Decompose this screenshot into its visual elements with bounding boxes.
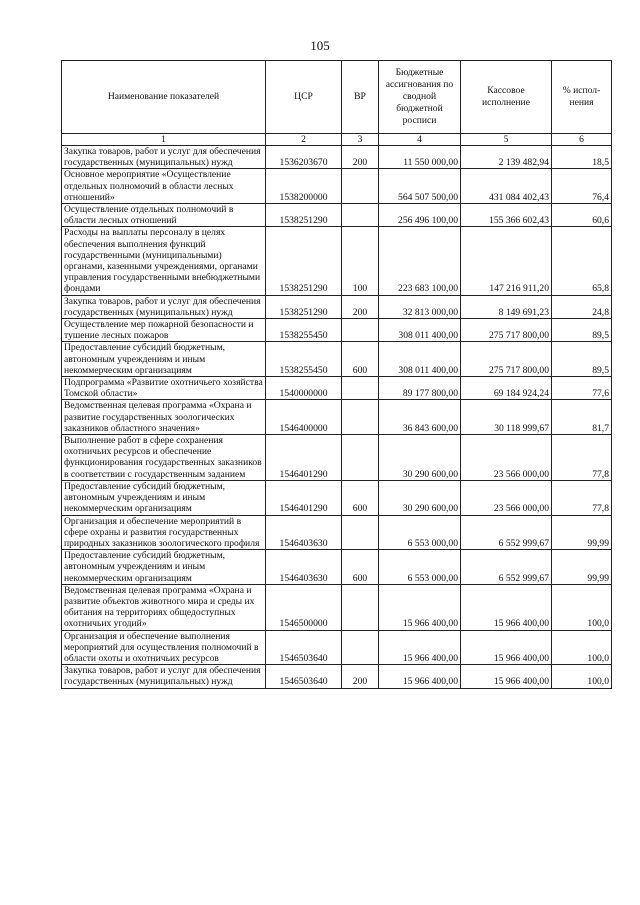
budget-amount: 15 966 400,00 — [379, 584, 461, 630]
indicator-name: Закупка товаров, работ и услуг для обеспечения государственных (муниципальных) нужд — [62, 146, 266, 169]
cash-amount: 30 118 999,67 — [461, 400, 552, 435]
execution-percent: 100,0 — [552, 630, 612, 665]
csr-code: 1546401290 — [266, 480, 342, 515]
table-row — [62, 342, 612, 377]
execution-percent: 77,8 — [552, 435, 612, 481]
table-row — [62, 515, 612, 550]
execution-percent: 89,5 — [552, 342, 612, 377]
indicator-name: Ведомственная целевая программа «Охрана и развитие государственных зоологических заказников областного значения» — [62, 400, 266, 435]
vr-code — [342, 630, 379, 665]
execution-percent: 60,6 — [552, 204, 612, 227]
cash-amount: 6 552 999,67 — [461, 550, 552, 585]
table-row — [62, 550, 612, 585]
csr-code: 1538251290 — [266, 295, 342, 318]
table-row — [62, 227, 612, 295]
indicator-name: Предоставление субсидий бюджетным, автономным учреждениям и иным некоммерческим организациям — [62, 550, 266, 585]
column-number: 6 — [552, 134, 612, 146]
execution-percent: 100,0 — [552, 665, 612, 688]
budget-amount: 6 553 000,00 — [379, 515, 461, 550]
execution-percent: 76,4 — [552, 169, 612, 204]
header-budget: Бюджетные ассигнования по сводной бюджетной росписи — [379, 61, 461, 134]
vr-code — [342, 204, 379, 227]
budget-amount: 308 011 400,00 — [379, 319, 461, 342]
vr-code: 200 — [342, 665, 379, 688]
vr-code — [342, 515, 379, 550]
indicator-name: Подпрограмма «Развитие охотничьего хозяйства Томской области» — [62, 377, 266, 400]
header-name: Наименование показателей — [62, 61, 266, 134]
csr-code: 1538251290 — [266, 227, 342, 295]
indicator-name: Организация и обеспечение выполнения мероприятий для осуществления полномочий в области охоты и охотничьих ресурсов — [62, 630, 266, 665]
table-row — [62, 377, 612, 400]
budget-amount: 15 966 400,00 — [379, 665, 461, 688]
budget-amount: 36 843 600,00 — [379, 400, 461, 435]
indicator-name: Закупка товаров, работ и услуг для обеспечения государственных (муниципальных) нужд — [62, 295, 266, 318]
column-number: 1 — [62, 134, 266, 146]
header-vr: ВР — [342, 61, 379, 134]
execution-percent: 24,8 — [552, 295, 612, 318]
csr-code: 1546503640 — [266, 630, 342, 665]
budget-amount: 308 011 400,00 — [379, 342, 461, 377]
vr-code: 600 — [342, 550, 379, 585]
indicator-name: Организация и обеспечение мероприятий в сфере охраны и развития государственных природных заказников зоологического профиля — [62, 515, 266, 550]
vr-code — [342, 377, 379, 400]
cash-amount: 15 966 400,00 — [461, 630, 552, 665]
vr-code — [342, 400, 379, 435]
column-number: 2 — [266, 134, 342, 146]
csr-code: 1538255450 — [266, 319, 342, 342]
csr-code: 1546400000 — [266, 400, 342, 435]
cash-amount: 155 366 602,43 — [461, 204, 552, 227]
budget-amount: 32 813 000,00 — [379, 295, 461, 318]
cash-amount: 23 566 000,00 — [461, 435, 552, 481]
table-row — [62, 146, 612, 169]
csr-code: 1538251290 — [266, 204, 342, 227]
csr-code: 1536203670 — [266, 146, 342, 169]
cash-amount: 2 139 482,94 — [461, 146, 552, 169]
indicator-name: Предоставление субсидий бюджетным, автономным учреждениям и иным некоммерческим организациям — [62, 342, 266, 377]
indicator-name: Осуществление мер пожарной безопасности и тушение лесных пожаров — [62, 319, 266, 342]
csr-code: 1546401290 — [266, 435, 342, 481]
budget-amount: 89 177 800,00 — [379, 377, 461, 400]
header-cash: Кассовое исполнение — [461, 61, 552, 134]
csr-code: 1546503640 — [266, 665, 342, 688]
table-row — [62, 665, 612, 688]
vr-code: 200 — [342, 295, 379, 318]
indicator-name: Осуществление отдельных полномочий в области лесных отношений — [62, 204, 266, 227]
column-number: 4 — [379, 134, 461, 146]
budget-amount: 564 507 500,00 — [379, 169, 461, 204]
header-csr: ЦСР — [266, 61, 342, 134]
budget-amount: 15 966 400,00 — [379, 630, 461, 665]
budget-amount: 11 550 000,00 — [379, 146, 461, 169]
cash-amount: 147 216 911,20 — [461, 227, 552, 295]
budget-amount: 223 683 100,00 — [379, 227, 461, 295]
vr-code — [342, 584, 379, 630]
table-row — [62, 204, 612, 227]
csr-code: 1546403630 — [266, 515, 342, 550]
cash-amount: 8 149 691,23 — [461, 295, 552, 318]
execution-percent: 77,8 — [552, 480, 612, 515]
cash-amount: 275 717 800,00 — [461, 342, 552, 377]
cash-amount: 275 717 800,00 — [461, 319, 552, 342]
execution-percent: 99,99 — [552, 515, 612, 550]
table-row — [62, 435, 612, 481]
table-row — [62, 400, 612, 435]
indicator-name: Выполнение работ в сфере сохранения охотничьих ресурсов и обеспечение функционирования государственных заказников в соответствии с государственным заданием — [62, 435, 266, 481]
execution-percent: 100,0 — [552, 584, 612, 630]
table-row — [62, 169, 612, 204]
execution-percent: 18,5 — [552, 146, 612, 169]
csr-code: 1540000000 — [266, 377, 342, 400]
table-row — [62, 319, 612, 342]
indicator-name: Расходы на выплаты персоналу в целях обеспечения выполнения функций государственными (муниципальными) органами, казенными учреждениями, органами управления государственными внебюджетными фондами — [62, 227, 266, 295]
execution-percent: 99,99 — [552, 550, 612, 585]
cash-amount: 431 084 402,43 — [461, 169, 552, 204]
cash-amount: 69 184 924,24 — [461, 377, 552, 400]
execution-percent: 89,5 — [552, 319, 612, 342]
csr-code: 1538200000 — [266, 169, 342, 204]
budget-amount: 30 290 600,00 — [379, 480, 461, 515]
header-row — [62, 61, 612, 134]
vr-code: 200 — [342, 146, 379, 169]
column-number: 5 — [461, 134, 552, 146]
budget-amount: 30 290 600,00 — [379, 435, 461, 481]
page-number: 105 — [310, 38, 330, 53]
header-percent: % испол- нения — [552, 61, 612, 134]
csr-code: 1546403630 — [266, 550, 342, 585]
vr-code — [342, 169, 379, 204]
table-row — [62, 584, 612, 630]
budget-amount: 6 553 000,00 — [379, 550, 461, 585]
budget-execution-table — [61, 60, 612, 689]
vr-code: 600 — [342, 480, 379, 515]
budget-amount: 256 496 100,00 — [379, 204, 461, 227]
vr-code — [342, 319, 379, 342]
table-row — [62, 295, 612, 318]
cash-amount: 23 566 000,00 — [461, 480, 552, 515]
cash-amount: 15 966 400,00 — [461, 584, 552, 630]
vr-code — [342, 435, 379, 481]
execution-percent: 77,6 — [552, 377, 612, 400]
column-number-row — [62, 134, 612, 146]
execution-percent: 65,8 — [552, 227, 612, 295]
vr-code: 600 — [342, 342, 379, 377]
indicator-name: Закупка товаров, работ и услуг для обеспечения государственных (муниципальных) нужд — [62, 665, 266, 688]
csr-code: 1546500000 — [266, 584, 342, 630]
indicator-name: Основное мероприятие «Осуществление отдельных полномочий в области лесных отношений» — [62, 169, 266, 204]
execution-percent: 81,7 — [552, 400, 612, 435]
table-row — [62, 480, 612, 515]
indicator-name: Предоставление субсидий бюджетным, автономным учреждениям и иным некоммерческим организациям — [62, 480, 266, 515]
column-number: 3 — [342, 134, 379, 146]
cash-amount: 6 552 999,67 — [461, 515, 552, 550]
indicator-name: Ведомственная целевая программа «Охрана и развитие объектов животного мира и среды их обитания на территориях общедоступных охотничьих угодий» — [62, 584, 266, 630]
table-row — [62, 630, 612, 665]
csr-code: 1538255450 — [266, 342, 342, 377]
vr-code: 100 — [342, 227, 379, 295]
cash-amount: 15 966 400,00 — [461, 665, 552, 688]
